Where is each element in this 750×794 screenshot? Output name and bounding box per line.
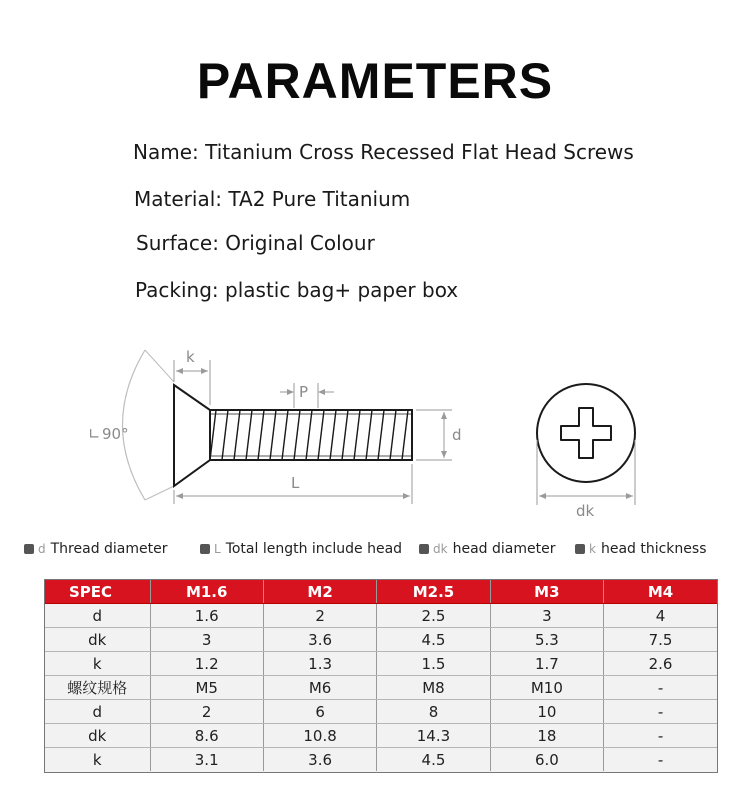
legend-square-icon xyxy=(575,544,585,554)
table-cell: 1.6 xyxy=(150,604,263,628)
screw-head xyxy=(174,385,210,486)
legend-square-icon xyxy=(419,544,429,554)
angle-line-bottom xyxy=(145,486,174,500)
row-label: dk xyxy=(45,724,150,748)
table-cell: 1.5 xyxy=(377,652,490,676)
table-header-row xyxy=(45,580,717,604)
header-cell: M2 xyxy=(263,580,376,604)
row-label: d xyxy=(45,604,150,628)
table-cell: 1.7 xyxy=(490,652,603,676)
table-cell: 10 xyxy=(490,700,603,724)
table-cell: 3.1 xyxy=(150,748,263,772)
product-packing: Packing: plastic bag+ paper box xyxy=(135,278,459,302)
table-cell: 1.2 xyxy=(150,652,263,676)
table-cell: 3.6 xyxy=(263,748,376,772)
page-title: PARAMETERS xyxy=(196,53,554,109)
table-cell: 4.5 xyxy=(377,628,490,652)
angle-line-top xyxy=(145,350,174,382)
table-cell: 3 xyxy=(150,628,263,652)
legend-item-thread-diameter: d Thread diameter xyxy=(24,541,168,557)
row-label: d xyxy=(45,700,150,724)
table-cell: 10.8 xyxy=(263,724,376,748)
d-label: d xyxy=(452,426,462,444)
table-row xyxy=(45,676,717,700)
table-cell: - xyxy=(604,724,717,748)
legend-square-icon xyxy=(24,544,34,554)
table-cell: M6 xyxy=(263,676,376,700)
table-cell: M8 xyxy=(377,676,490,700)
table-cell: 2 xyxy=(150,700,263,724)
table-cell: 3.6 xyxy=(263,628,376,652)
table-cell: 2.5 xyxy=(377,604,490,628)
table-cell: M10 xyxy=(490,676,603,700)
table-cell: 5.3 xyxy=(490,628,603,652)
header-cell: M1.6 xyxy=(150,580,263,604)
row-label: 螺纹规格 xyxy=(45,676,150,700)
table-cell: 6.0 xyxy=(490,748,603,772)
p-label: P xyxy=(299,383,309,401)
table-cell: - xyxy=(604,700,717,724)
product-surface: Surface: Original Colour xyxy=(136,231,375,255)
table-cell: 2.6 xyxy=(604,652,717,676)
table-cell: 3 xyxy=(490,604,603,628)
table-cell: 14.3 xyxy=(377,724,490,748)
screw-diagram xyxy=(0,330,750,530)
table-cell: 18 xyxy=(490,724,603,748)
header-cell: M4 xyxy=(604,580,717,604)
table-cell: 4 xyxy=(604,604,717,628)
table-row xyxy=(45,748,717,772)
table-row xyxy=(45,700,717,724)
table-cell: 8.6 xyxy=(150,724,263,748)
table-row xyxy=(45,628,717,652)
table-cell: 7.5 xyxy=(604,628,717,652)
k-label: k xyxy=(186,348,195,366)
table-row xyxy=(45,604,717,628)
angle-label: 90° xyxy=(102,425,129,443)
table-cell: 8 xyxy=(377,700,490,724)
spec-table-container xyxy=(44,579,718,773)
header-cell: SPEC xyxy=(45,580,150,604)
header-cell: M2.5 xyxy=(377,580,490,604)
l-label: L xyxy=(291,474,300,492)
legend-square-icon xyxy=(200,544,210,554)
table-row xyxy=(45,652,717,676)
product-material: Material: TA2 Pure Titanium xyxy=(134,187,411,211)
dk-label: dk xyxy=(576,502,595,520)
table-cell: - xyxy=(657,750,664,769)
table-cell: - xyxy=(604,676,717,700)
table-cell: 2 xyxy=(263,604,376,628)
row-label: dk xyxy=(45,628,150,652)
table-cell: 1.3 xyxy=(263,652,376,676)
legend-item-head-thickness: k head thickness xyxy=(575,541,707,557)
legend xyxy=(24,541,734,563)
table-cell: M5 xyxy=(150,676,263,700)
table-cell: 6 xyxy=(263,700,376,724)
legend-item-head-diameter: dk head diameter xyxy=(419,541,555,557)
header-cell: M3 xyxy=(490,580,603,604)
angle-mark: ∟ xyxy=(88,425,101,443)
legend-item-total-length: L Total length include head xyxy=(200,541,402,557)
table-row xyxy=(45,724,717,748)
spec-table xyxy=(45,580,717,771)
table-cell: 4.5 xyxy=(377,748,490,772)
row-label: k xyxy=(45,652,150,676)
row-label: k xyxy=(45,748,150,772)
product-name: Name: Titanium Cross Recessed Flat Head Screws xyxy=(133,140,634,164)
